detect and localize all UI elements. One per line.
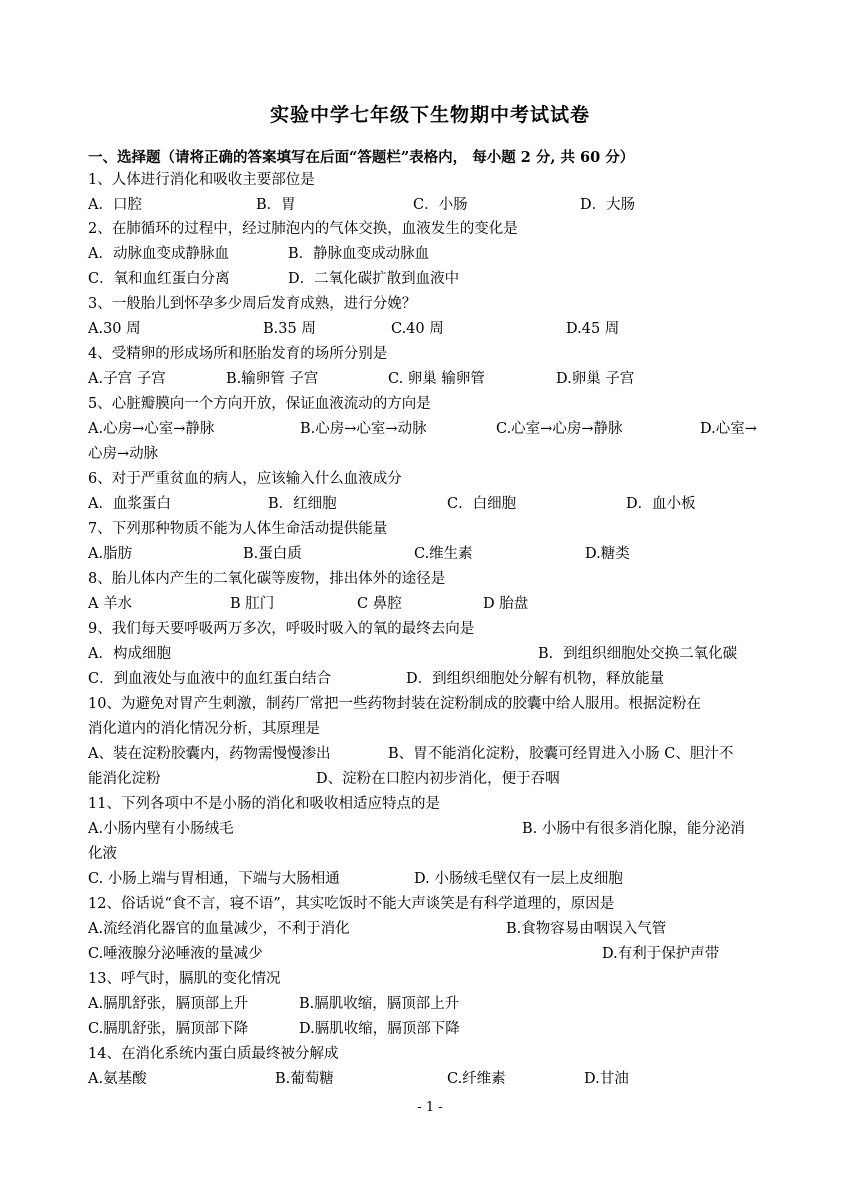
- option: C.纤维素: [447, 1071, 506, 1087]
- option: C．到血液处与血液中的血红蛋白结合: [88, 671, 332, 687]
- question-stem: 6、对于严重贫血的病人，应该输入什么血液成分: [88, 471, 402, 487]
- question-stem: 10、为避免对胃产生刺激，制药厂常把一些药物封装在淀粉制成的胶囊中给人服用。根据淀粉在: [88, 696, 701, 712]
- option: A.氨基酸: [88, 1071, 147, 1087]
- option: C.40 周: [391, 321, 444, 337]
- option: D.甘油: [584, 1071, 629, 1087]
- option: D.有利于保护声带: [602, 946, 720, 962]
- question-stem: 7、下列那种物质不能为人体生命活动提供能量: [88, 521, 388, 537]
- option: C．氧和血红蛋白分离: [88, 271, 230, 287]
- question-stem: 4、受精卵的形成场所和胚胎发育的场所分别是: [88, 346, 388, 362]
- option: B．红细胞: [268, 496, 337, 512]
- option: D、淀粉在口腔内初步消化，便于吞咽: [316, 771, 560, 787]
- option: C 鼻腔: [357, 596, 402, 612]
- question-stem: 9、我们每天要呼吸两万多次，呼吸时吸入的氧的最终去向是: [88, 621, 475, 637]
- option: A．口腔: [88, 197, 142, 213]
- question-stem-continuation: 消化道内的消化情况分析，其原理是: [88, 721, 320, 737]
- page-number: - 1 -: [417, 1100, 443, 1115]
- option: C.维生素: [414, 546, 473, 562]
- option: A.膈肌舒张，膈顶部上升: [88, 996, 249, 1012]
- option: B．胃: [256, 197, 296, 213]
- option: A.脂肪: [88, 546, 133, 562]
- option: A.30 周: [88, 321, 141, 337]
- option: D．血小板: [626, 496, 696, 512]
- page-title: 实验中学七年级下生物期中考试试卷: [269, 104, 590, 126]
- question-stem: 3、一般胎儿到怀孕多少周后发育成熟，进行分娩？: [88, 296, 417, 312]
- option: D．大肠: [580, 197, 636, 213]
- option: C.膈肌舒张，膈顶部下降: [88, 1021, 249, 1037]
- option: A.小肠内壁有小肠绒毛: [88, 821, 234, 837]
- question-stem: 5、心脏瓣膜向一个方向开放，保证血液流动的方向是: [88, 396, 431, 412]
- option: D.膈肌收缩，膈顶部下降: [299, 1021, 460, 1037]
- option: B.葡萄糖: [275, 1071, 334, 1087]
- question-stem: 8、胎儿体内产生的二氧化碳等废物，排出体外的途径是: [88, 571, 446, 587]
- option: B、胃不能消化淀粉，胶囊可经胃进入小肠 C、胆汁不: [388, 746, 734, 762]
- option-continuation: 化液: [88, 846, 117, 862]
- option: A．血浆蛋白: [88, 496, 171, 512]
- option: A．构成细胞: [88, 646, 171, 662]
- option: A.心房→心室→静脉: [88, 421, 215, 437]
- option-continuation: 心房→动脉: [88, 446, 159, 462]
- question-stem: 11、下列各项中不是小肠的消化和吸收相适应特点的是: [88, 796, 440, 812]
- option: C．白细胞: [447, 496, 517, 512]
- option: B.蛋白质: [243, 546, 302, 562]
- option: A、装在淀粉胶囊内，药物需慢慢渗出: [88, 746, 331, 762]
- question-stem: 12、俗话说“食不言，寝不语”，其实吃饭时不能大声谈笑是有科学道理的，原因是: [88, 896, 615, 912]
- option: B.食物容易由咽误入气管: [506, 921, 667, 937]
- option: A.流经消化器官的血量减少，不利于消化: [88, 921, 350, 937]
- option: D.45 周: [566, 321, 620, 337]
- option: D．二氧化碳扩散到血液中: [288, 271, 460, 287]
- option: D.心室→: [700, 421, 757, 437]
- option: A 羊水: [88, 596, 133, 612]
- option: A.子宫 子宫: [88, 371, 166, 387]
- option: B.膈肌收缩，膈顶部上升: [299, 996, 460, 1012]
- option: D.卵巢 子宫: [556, 371, 635, 387]
- option: C．小肠: [413, 197, 468, 213]
- option: B．到组织细胞处交换二氧化碳: [538, 646, 738, 662]
- option: B.心房→心室→动脉: [300, 421, 427, 437]
- option: C.唾液腺分泌唾液的量减少: [88, 946, 263, 962]
- option: B. 小肠中有很多消化腺，能分泌消: [522, 821, 745, 837]
- question-stem: 2、在肺循环的过程中，经过肺泡内的气体交换，血液发生的变化是: [88, 221, 518, 237]
- option: B 肛门: [230, 596, 275, 612]
- option: D 胎盘: [483, 596, 529, 612]
- option: D．到组织细胞处分解有机物，释放能量: [406, 671, 665, 687]
- question-stem: 14、在消化系统内蛋白质最终被分解成: [88, 1046, 339, 1062]
- section-heading: 一、选择题（请将正确的答案填写在后面“答题栏”表格内， 每小题 2 分, 共 60 分）: [88, 149, 635, 166]
- option: D. 小肠绒毛壁仅有一层上皮细胞: [414, 871, 623, 887]
- question-stem: 13、呼气时，膈肌的变化情况: [88, 971, 281, 987]
- option-continuation: 能消化淀粉: [88, 771, 161, 787]
- option: C. 小肠上端与胃相通，下端与大肠相通: [88, 871, 340, 887]
- option: A．动脉血变成静脉血: [88, 246, 229, 262]
- option: D.糖类: [585, 546, 630, 562]
- option: C.心室→心房→静脉: [496, 421, 623, 437]
- option: B．静脉血变成动脉血: [288, 246, 430, 262]
- option: B.输卵管 子宫: [226, 371, 319, 387]
- option: B.35 周: [263, 321, 316, 337]
- option: C. 卵巢 输卵管: [388, 371, 485, 387]
- question-stem: 1、人体进行消化和吸收主要部位是: [88, 172, 315, 188]
